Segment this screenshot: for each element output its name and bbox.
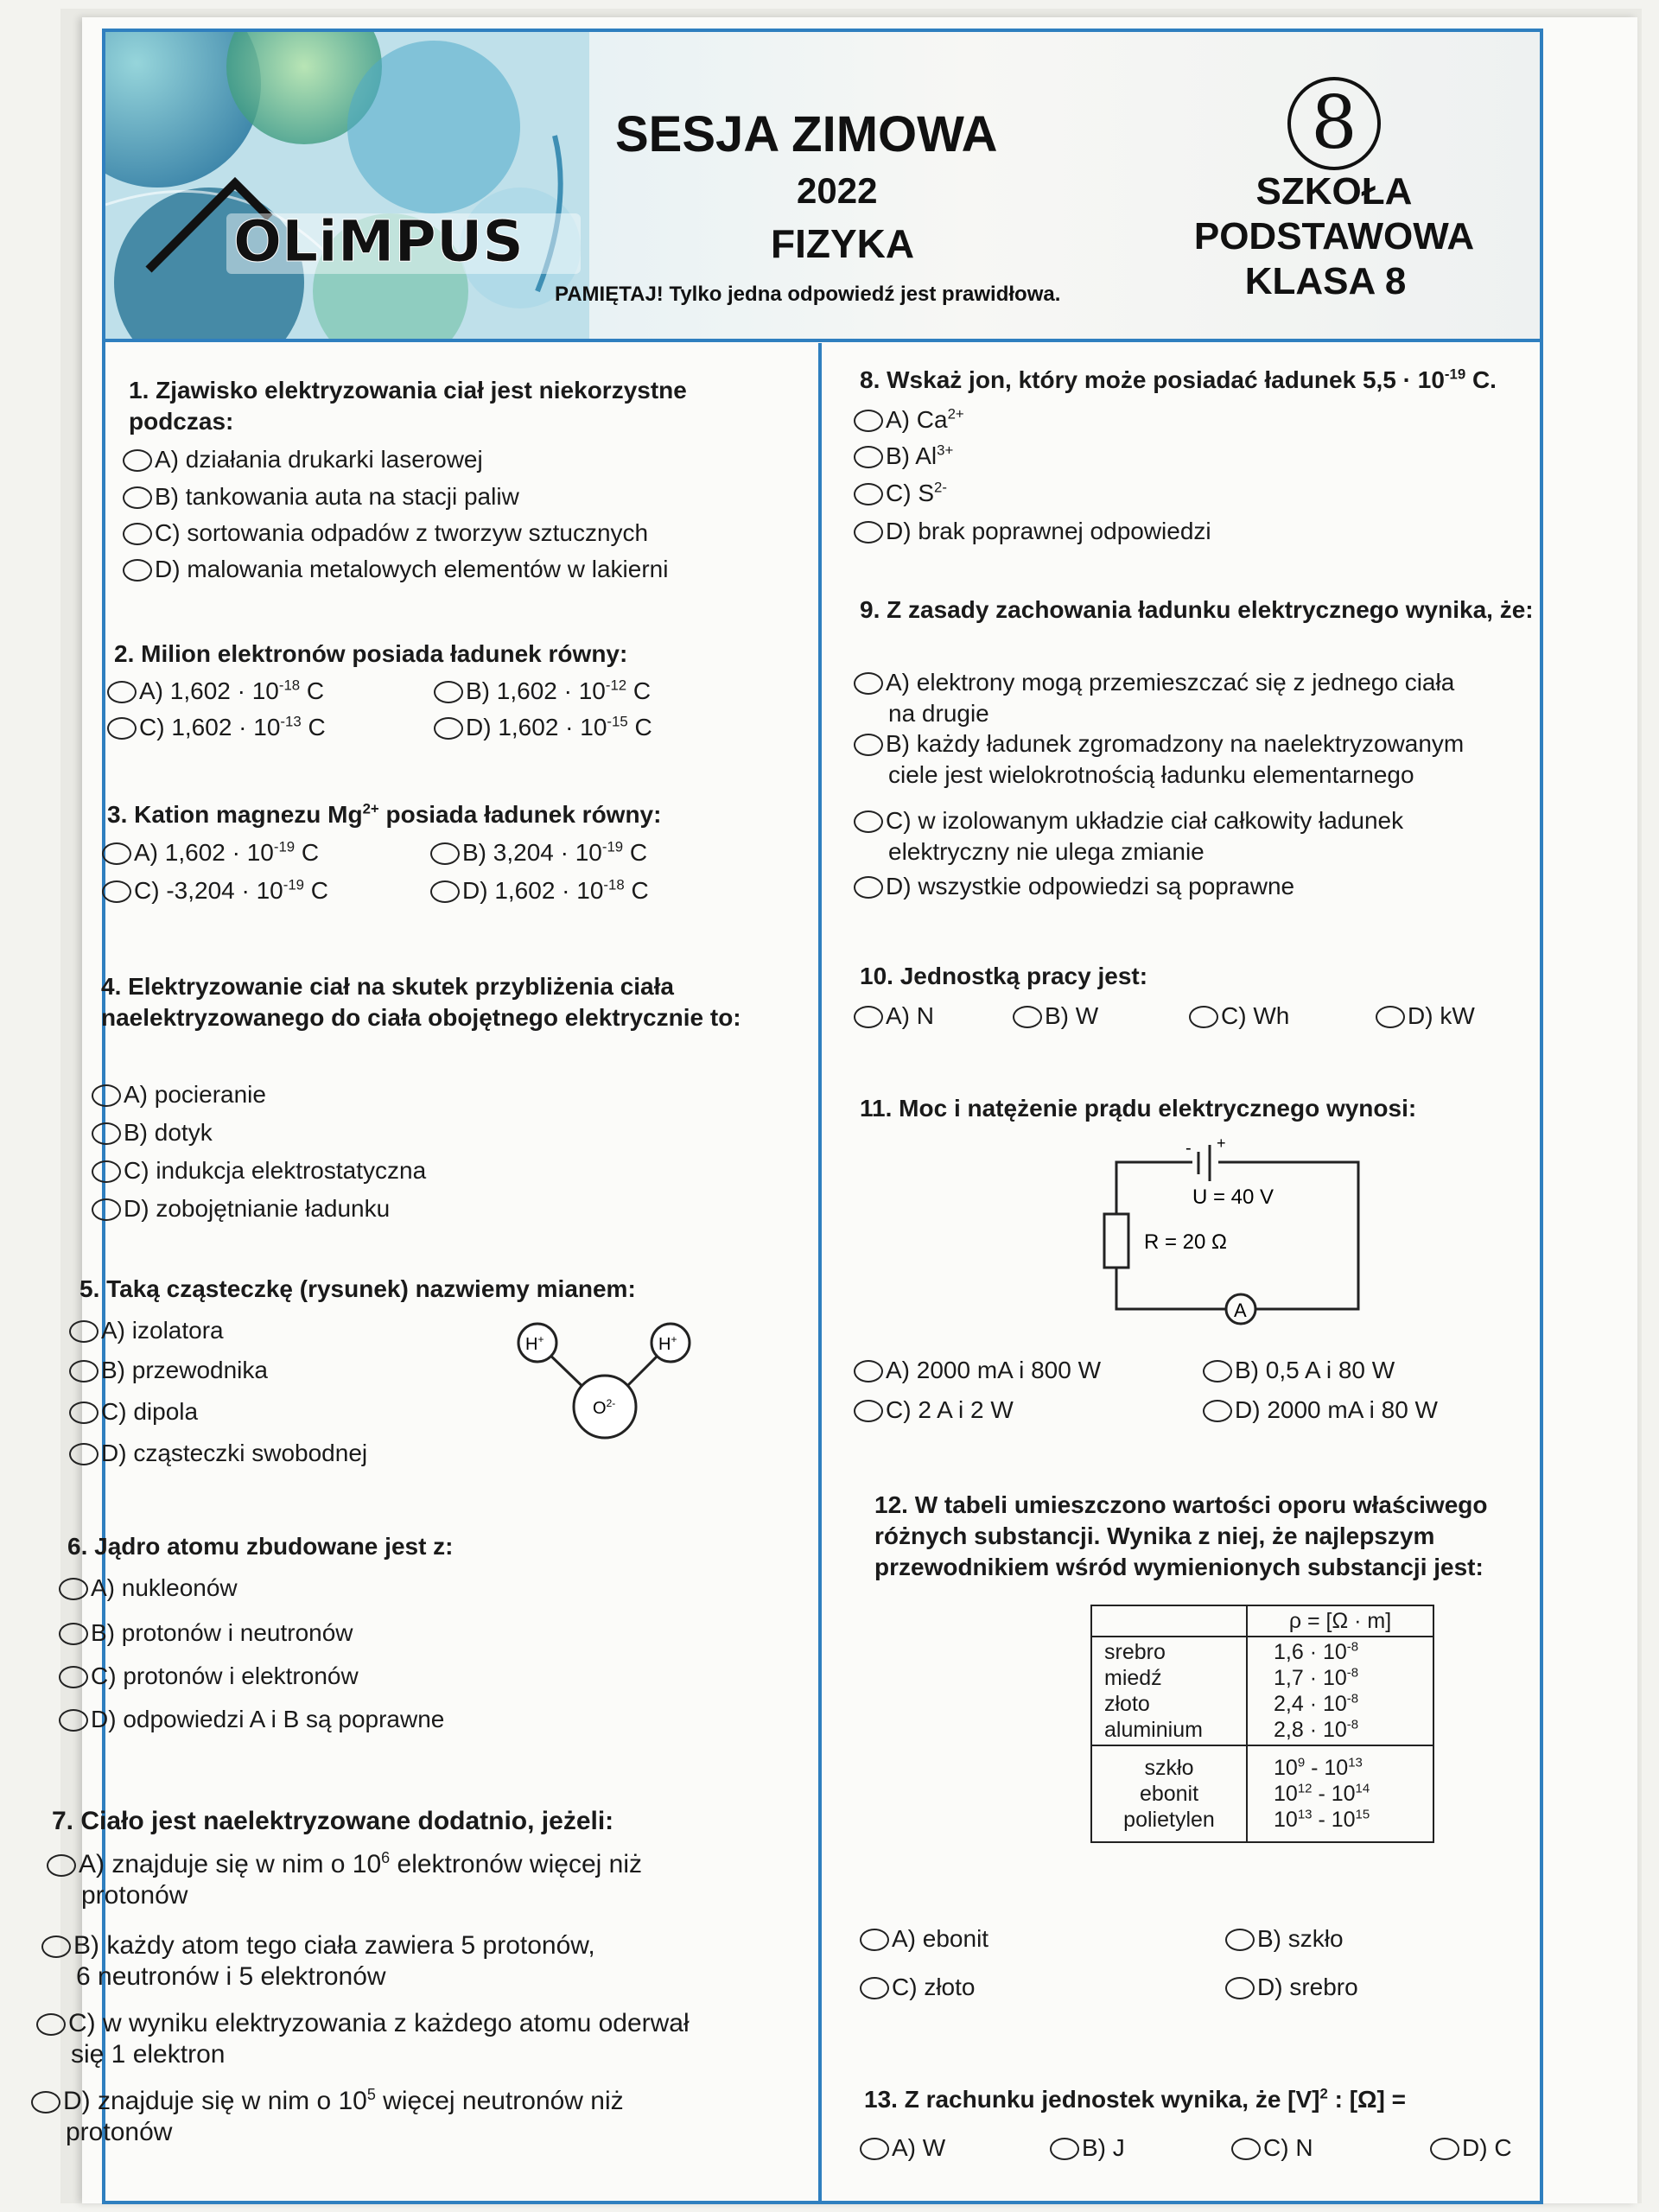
q5-option-d[interactable]: D) cząsteczki swobodnej (69, 1438, 367, 1469)
answer-bubble[interactable] (854, 521, 883, 543)
svg-text:A: A (1234, 1300, 1247, 1321)
answer-bubble[interactable] (69, 1320, 99, 1343)
question-11: 11. Moc i natężenie prądu elektrycznego wynosi: (860, 1095, 1417, 1122)
circuit-diagram (1080, 1136, 1374, 1326)
question-2: 2. Milion elektronów posiada ładunek równy: (114, 640, 628, 667)
answer-bubble[interactable] (1376, 1006, 1405, 1028)
q11-option-a[interactable]: A) 2000 mA i 800 W (854, 1355, 1101, 1386)
answer-bubble[interactable] (854, 876, 883, 899)
session-title: SESJA ZIMOWA (615, 106, 998, 162)
answer-bubble[interactable] (69, 1443, 99, 1465)
q13-option-b[interactable]: B) J (1050, 2133, 1125, 2164)
question-5: 5. Taką cząsteczkę (rysunek) nazwiemy mianem: (79, 1275, 636, 1302)
q1-option-b[interactable]: B) tankowania auta na stacji paliw (123, 481, 519, 512)
q3-option-c[interactable]: C) $-3,204 \cdot 10^{-19}$ C (102, 875, 328, 906)
subject: FIZYKA (771, 221, 915, 266)
answer-bubble[interactable] (860, 1977, 889, 1999)
q6-option-b[interactable]: B) protonów i neutronów (59, 1618, 353, 1649)
q12-option-c[interactable]: C) złoto (860, 1972, 975, 2003)
q4-option-d[interactable]: D) zobojętnianie ładunku (92, 1193, 390, 1224)
question-6: 6. Jądro atomu zbudowane jest z: (67, 1533, 454, 1560)
answer-bubble[interactable] (1189, 1006, 1218, 1028)
q4-option-b[interactable]: B) dotyk (92, 1117, 213, 1148)
q7-option-a[interactable]: A) znajduje się w nim o $10^6$ elektronów więcej niż protonów (47, 1849, 642, 1911)
q12-option-a[interactable]: A) ebonit (860, 1923, 988, 1955)
question-8: 8. Wskaż jon, który może posiadać ładunek $5,5 \cdot 10^{-19}$ C. (860, 365, 1497, 393)
answer-bubble[interactable] (59, 1666, 88, 1688)
q13-option-a[interactable]: A) W (860, 2133, 945, 2164)
q5-option-c[interactable]: C) dipola (69, 1396, 198, 1427)
answer-bubble[interactable] (854, 810, 883, 833)
q7-option-c[interactable]: C) w wyniku elektryzowania z każdego atomu oderwał się 1 elektron (36, 2008, 690, 2070)
q9-option-c[interactable]: C) w izolowanym układzie ciał całkowity ładunek elektryczny nie ulega zmianie (854, 805, 1403, 868)
question-12: 12. W tabeli umieszczono wartości oporu właściwego różnych substancji. Wynika z niej, że najlepszym przewodnikiem wśród wymienionych substancji jest: (874, 1491, 1488, 1580)
answer-bubble[interactable] (59, 1709, 88, 1732)
q10-option-c[interactable]: C) Wh (1189, 1001, 1289, 1032)
q10-option-d[interactable]: D) kW (1376, 1001, 1475, 1032)
answer-bubble[interactable] (860, 2138, 889, 2160)
question-7: 7. Ciało jest naelektryzowane dodatnio, jeżeli: (52, 1807, 614, 1835)
table-row: srebro miedź złoto aluminium $1,6 \cdot 10^{-8}$ $1,7 \cdot 10^{-8}$ $2,4 \cdot 10^{-8}$ $2,8 \cdot 10^{-8}$ (1091, 1637, 1433, 1745)
question-10: 10. Jednostką pracy jest: (860, 963, 1148, 989)
answer-bubble[interactable] (1225, 1977, 1255, 1999)
answer-bubble[interactable] (1203, 1400, 1232, 1422)
q2-option-d[interactable]: D) $1,602 \cdot 10^{-15}$ C (434, 712, 652, 743)
q6-option-d[interactable]: D) odpowiedzi A i B są poprawne (59, 1704, 444, 1735)
question-4: 4. Elektryzowanie ciał na skutek przybliżenia ciała naelektryzowanego do ciała obojętnego elektrycznie to: (101, 973, 741, 1031)
school-line2: PODSTAWOWA (1193, 215, 1475, 257)
table-header-empty (1091, 1605, 1247, 1637)
q9-option-d[interactable]: D) wszystkie odpowiedzi są poprawne (854, 871, 1294, 902)
q3-option-a[interactable]: A) $1,602 \cdot 10^{-19}$ C (102, 837, 319, 868)
question-13: 13. Z rachunku jednostek wynika, że $[V]^2$ : [Ω] = (864, 2085, 1406, 2113)
answer-bubble[interactable] (854, 483, 883, 505)
q12-option-d[interactable]: D) srebro (1225, 1972, 1358, 2003)
q1-option-d[interactable]: D) malowania metalowych elementów w lakierni (123, 554, 668, 585)
question-9: 9. Z zasady zachowania ładunku elektrycznego wynika, że: (860, 596, 1534, 623)
svg-text:-: - (1185, 1139, 1192, 1158)
answer-bubble[interactable] (854, 734, 883, 756)
answer-bubble[interactable] (31, 2091, 60, 2113)
table-header: ρ = [Ω · m] (1247, 1605, 1433, 1637)
answer-bubble[interactable] (47, 1854, 76, 1877)
svg-text:OLiMPUS: OLiMPUS (233, 208, 524, 275)
q8-option-d[interactable]: D) brak poprawnej odpowiedzi (854, 516, 1211, 547)
instruction-note: PAMIĘTAJ! Tylko jedna odpowiedź jest prawidłowa. (555, 283, 1061, 306)
grade: KLASA 8 (1244, 260, 1407, 302)
q7-option-b[interactable]: B) każdy atom tego ciała zawiera 5 protonów, 6 neutronów i 5 elektronów (41, 1930, 595, 1993)
q9-option-a[interactable]: A) elektrony mogą przemieszczać się z jednego ciała na drugie (854, 667, 1454, 729)
answer-bubble[interactable] (854, 1400, 883, 1422)
answer-bubble[interactable] (854, 672, 883, 695)
answer-bubble[interactable] (69, 1402, 99, 1424)
school-line1: SZKOŁA (1255, 170, 1413, 213)
answer-bubble[interactable] (854, 1006, 883, 1028)
resistivity-table (1090, 1605, 1434, 1843)
q8-option-c[interactable]: C) $S^{2-}$ (854, 478, 947, 509)
q3-option-d[interactable]: D) $1,602 \cdot 10^{-18}$ C (430, 875, 649, 906)
q10-option-a[interactable]: A) N (854, 1001, 934, 1032)
question-1: 1. Zjawisko elektryzowania ciał jest niekorzystne podczas: (129, 377, 687, 435)
answer-bubble[interactable] (1430, 2138, 1459, 2160)
svg-text:H+: H+ (658, 1333, 677, 1354)
answer-bubble[interactable] (854, 446, 883, 468)
svg-text:O2-: $O^{2-}$ (593, 1397, 616, 1418)
table-row: szkło ebonit polietylen $10^9 - 10^{13}$ $10^{12} - 10^{14}$ $10^{13} - 10^{15}$ (1091, 1745, 1433, 1842)
answer-bubble[interactable] (1225, 1929, 1255, 1951)
answer-bubble[interactable] (1231, 2138, 1261, 2160)
answer-bubble[interactable] (69, 1360, 99, 1382)
q9-option-b[interactable]: B) każdy ładunek zgromadzony na naelektryzowanym ciele jest wielokrotnością ładunku elementarnego (854, 728, 1464, 791)
q4-option-c[interactable]: C) indukcja elektrostatyczna (92, 1155, 426, 1186)
q5-option-b[interactable]: B) przewodnika (69, 1355, 268, 1386)
q8-option-b[interactable]: B) $Al^{3+}$ (854, 441, 953, 472)
answer-bubble[interactable] (1050, 2138, 1079, 2160)
q8-option-a[interactable]: A) $Ca^{2+}$ (854, 404, 964, 435)
q11-option-c[interactable]: C) 2 A i 2 W (854, 1395, 1014, 1426)
q3-option-b[interactable]: B) $3,204 \cdot 10^{-19}$ C (430, 837, 647, 868)
answer-bubble[interactable] (36, 2013, 66, 2036)
answer-bubble[interactable] (854, 1360, 883, 1382)
answer-bubble[interactable] (59, 1578, 88, 1600)
q13-option-c[interactable]: C) N (1231, 2133, 1313, 2164)
q2-option-c[interactable]: C) $1,602 \cdot 10^{-13}$ C (107, 712, 326, 743)
svg-text:+: + (1217, 1136, 1226, 1152)
svg-text:R = 20 Ω: R = 20 Ω (1144, 1230, 1227, 1254)
q11-option-b[interactable]: B) 0,5 A i 80 W (1203, 1355, 1395, 1386)
q13-option-d[interactable]: D) C (1430, 2133, 1512, 2164)
answer-bubble[interactable] (59, 1623, 88, 1645)
answer-bubble[interactable] (1013, 1006, 1042, 1028)
answer-bubble[interactable] (860, 1929, 889, 1951)
q6-option-c[interactable]: C) protonów i elektronów (59, 1661, 359, 1692)
q5-option-a[interactable]: A) izolatora (69, 1315, 224, 1346)
answer-bubble[interactable] (1203, 1360, 1232, 1382)
q1-option-c[interactable]: C) sortowania odpadów z tworzyw sztucznych (123, 518, 648, 549)
water-molecule-diagram (510, 1313, 709, 1443)
level-number: 8 (1287, 77, 1381, 170)
q12-option-b[interactable]: B) szkło (1225, 1923, 1344, 1955)
q7-option-d[interactable]: D) znajduje się w nim o $10^5$ więcej neutronów niż protonów (31, 2086, 624, 2148)
answer-bubble[interactable] (41, 1936, 71, 1958)
svg-text:H+: H+ (525, 1333, 544, 1354)
q6-option-a[interactable]: A) nukleonów (59, 1573, 238, 1604)
answer-bubble[interactable] (854, 410, 883, 432)
q10-option-b[interactable]: B) W (1013, 1001, 1098, 1032)
question-3: 3. Kation magnezu $Mg^{2+}$ posiada ładunek równy: (107, 800, 662, 828)
year: 2022 (797, 170, 878, 211)
q4-option-a[interactable]: A) pocieranie (92, 1079, 266, 1110)
q11-option-d[interactable]: D) 2000 mA i 80 W (1203, 1395, 1438, 1426)
svg-text:U = 40 V: U = 40 V (1192, 1185, 1274, 1209)
q2-option-b[interactable]: B) $1,602 \cdot 10^{-12}$ C (434, 676, 651, 707)
q1-option-a[interactable]: A) działania drukarki laserowej (123, 444, 483, 475)
q2-option-a[interactable]: A) $1,602 \cdot 10^{-18}$ C (107, 676, 324, 707)
